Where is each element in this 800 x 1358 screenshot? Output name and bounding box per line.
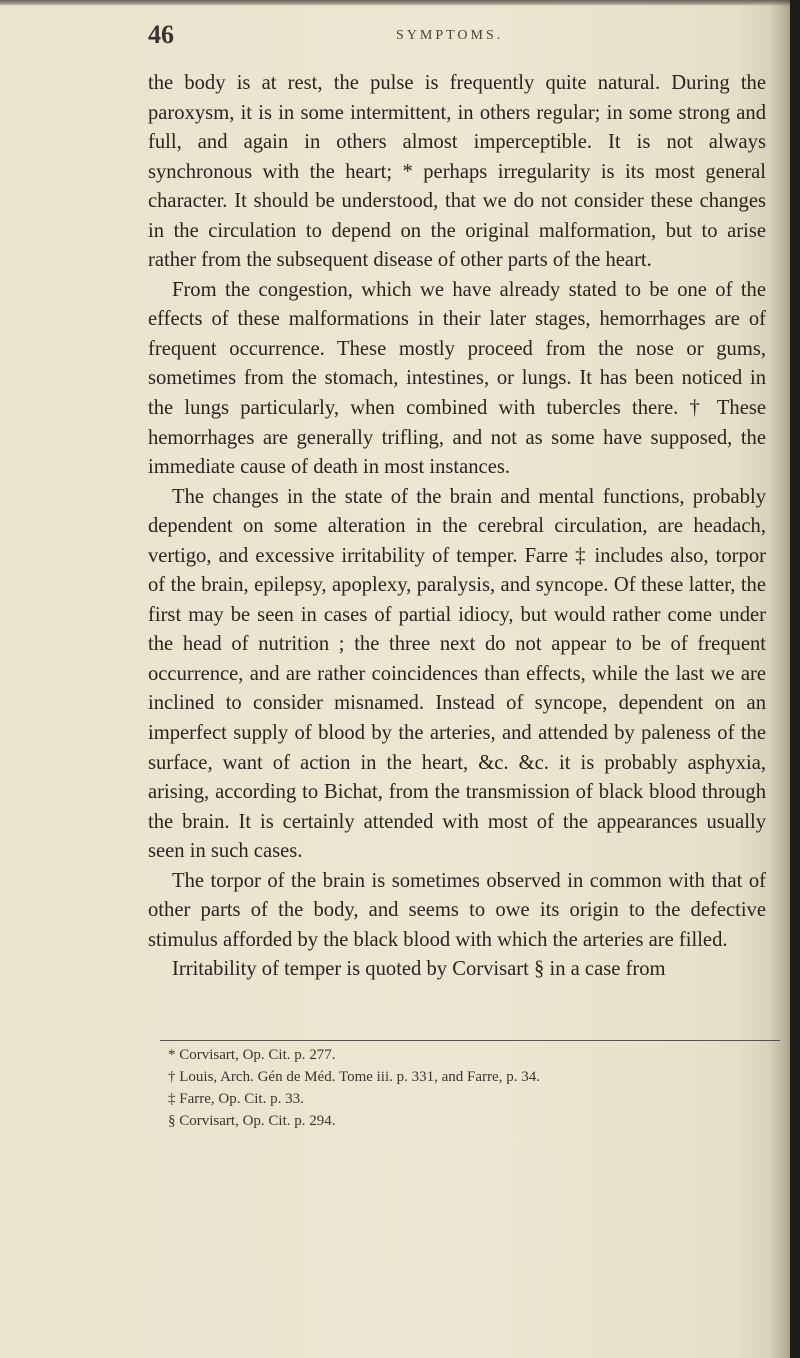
paragraph-3: The changes in the state of the brain and mental functions, probably dependent on some alteration in the cerebral circulation, are headach, vertigo, and excessive irritability of temper. Farre ‡ includes also, torpor of the brain, epilepsy, apoplexy, paralysis, and syncope. Of these latter, the first may be seen in cases of partial idiocy, but would rather come under the head of nutrition ; the three next do not appear to be of frequent occurrence, and are rather coincidences than effects, while the last we are inclined to consider misnamed. Instead of syncope, dependent on an imperfect supply of blood by the arteries, and attended by paleness of the surface, want of action in the heart, &c. &c. it is probably asphyxia, arising, according to Bichat, from the transmission of black blood through the brain. It is certainly attended with most of the appearances usually seen in such cases. (148, 485, 766, 863)
footnote-3: ‡ Farre, Op. Cit. p. 33. (168, 1091, 304, 1107)
footnote-1: * Corvisart, Op. Cit. p. 277. (168, 1047, 336, 1063)
footnote-4: § Corvisart, Op. Cit. p. 294. (168, 1113, 336, 1129)
paragraph-1: the body is at rest, the pulse is frequently quite natural. During the paroxysm, it is in some intermittent, in others regular; in some strong and full, and again in others almost imperceptible. It is not always synchronous with the heart; * perhaps irregularity is its most general character. It should be understood, that we do not consider these changes in the circulation to depend on the original malformation, but to arise rather from the subsequent disease of other parts of the heart. (148, 72, 766, 272)
paragraph-5: Irritability of temper is quoted by Corvisart § in a case from (172, 958, 666, 981)
page-top-edge (0, 0, 800, 6)
footnotes (168, 1044, 728, 1132)
page-header (148, 20, 748, 54)
body-text (148, 69, 766, 985)
paragraph-2: From the congestion, which we have already stated to be one of the effects of these malformations in their later stages, hemorrhages are of frequent occurrence. These mostly proceed from the nose or gums, sometimes from the stomach, intestines, or lungs. It has been noticed in the lungs particularly, when combined with tubercles there. † These hemorrhages are generally trifling, and not as some have supposed, the immediate cause of death in most instances. (148, 278, 766, 479)
binding-edge (790, 0, 800, 1358)
page-number: 46 (148, 20, 174, 49)
footnote-rule (160, 1040, 780, 1041)
paragraph-4: The torpor of the brain is sometimes observed in common with that of other parts of the body, and seems to owe its origin to the defective stimulus afforded by the black blood with which the arteries are filled. (148, 869, 766, 951)
footnote-2: † Louis, Arch. Gén de Méd. Tome iii. p. 331, and Farre, p. 34. (168, 1069, 540, 1085)
running-head: SYMPTOMS. (396, 28, 504, 43)
